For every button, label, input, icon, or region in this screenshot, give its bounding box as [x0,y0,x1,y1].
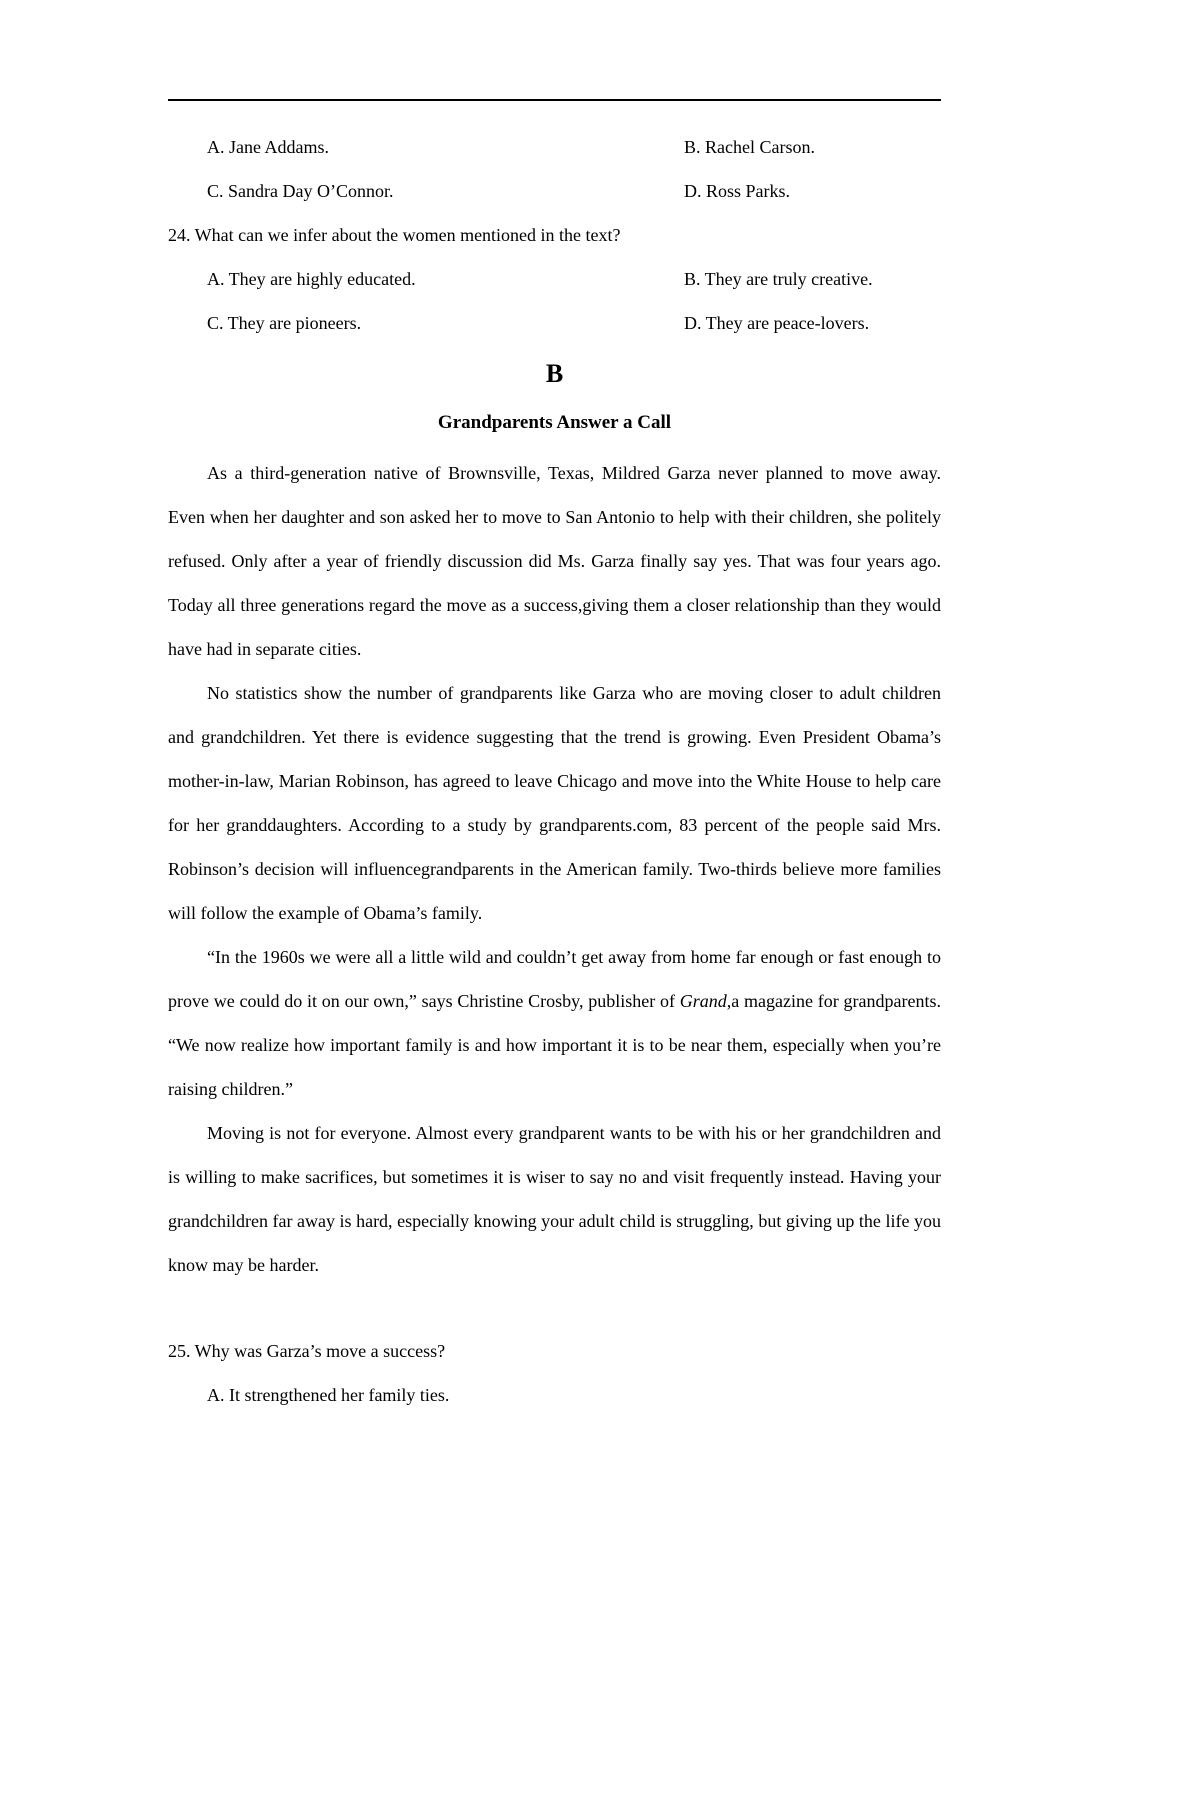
question-23-option-d: D. Ross Parks. [684,181,791,201]
question-25-stem: 25. Why was Garza’s move a success? [168,1341,446,1361]
question-25-option-a: A. It strengthened her family ties. [207,1385,450,1405]
question-24-options-row-cd [168,301,941,345]
question-24-option-c: C. They are pioneers. [207,313,362,333]
passage-paragraph-4: Moving is not for everyone. Almost every grandparent wants to be with his or her grandchildren and is willing to make sacrifices, but sometimes it is wiser to say no and visit frequently instead. Having your grandchildren far away is hard, especially knowing your adult child is struggling, but giving up the life you know may be harder. [168,1123,941,1275]
passage-paragraph-3-text: “In the 1960s we were all a little wild and couldn’t get away from home far enough or fast enough to prove we could do it on our own,” says Christine Crosby, publisher of [168,947,941,1011]
magazine-name-italic: Grand [679,991,727,1011]
document-content [0,125,1200,1477]
question-23-option-c: C. Sandra Day O’Connor. [207,181,394,201]
passage-paragraph-3 [168,935,941,1111]
passage-paragraph-2: No statistics show the number of grandparents like Garza who are moving closer to adult children and grandchildren. Yet there is evidence suggesting that the trend is growing. Even President Obama’s mother-in-law, Marian Robinson, has agreed to leave Chicago and move into the White House to help care for her granddaughters. According to a study by grandparents.com, 83 percent of the people said Mrs. Robinson’s decision will influencegrandparents in the American family. Two-thirds believe more families will follow the example of Obama’s family. [168,683,941,923]
passage-title: Grandparents Answer a Call [437,412,672,433]
question-24-option-b: B. They are truly creative. [684,269,873,289]
question-24-options-row-ab [168,257,941,301]
document-page [0,99,1200,1797]
question-23-options-row-cd [168,169,941,213]
question-24-option-d: D. They are peace-lovers. [684,313,870,333]
question-24-option-a: A. They are highly educated. [207,269,416,289]
header-rule [168,99,941,101]
question-23-option-b: B. Rachel Carson. [684,137,815,157]
question-23-options-row-ab [168,125,941,169]
passage-paragraph-1: As a third-generation native of Brownsville, Texas, Mildred Garza never planned to move away. Even when her daughter and son asked her to move to San Antonio to help with their children, she politely refused. Only after a year of friendly discussion did Ms. Garza finally say yes. That was four years ago. Today all three generations regard the move as a success,giving them a closer relationship than they would have had in separate cities. [168,463,941,659]
passage-paragraph-3-text-after: ,a magazine for grandparents. “We now realize how important family is and how important it is to be near them, especially when you’re raising children.” [168,991,942,1099]
question-24-stem: 24. What can we infer about the women mentioned in the text? [168,225,621,245]
question-25 [168,1329,941,1417]
section-label: B [545,359,564,388]
reading-passage [168,451,941,1287]
question-23-option-a: A. Jane Addams. [207,137,329,157]
